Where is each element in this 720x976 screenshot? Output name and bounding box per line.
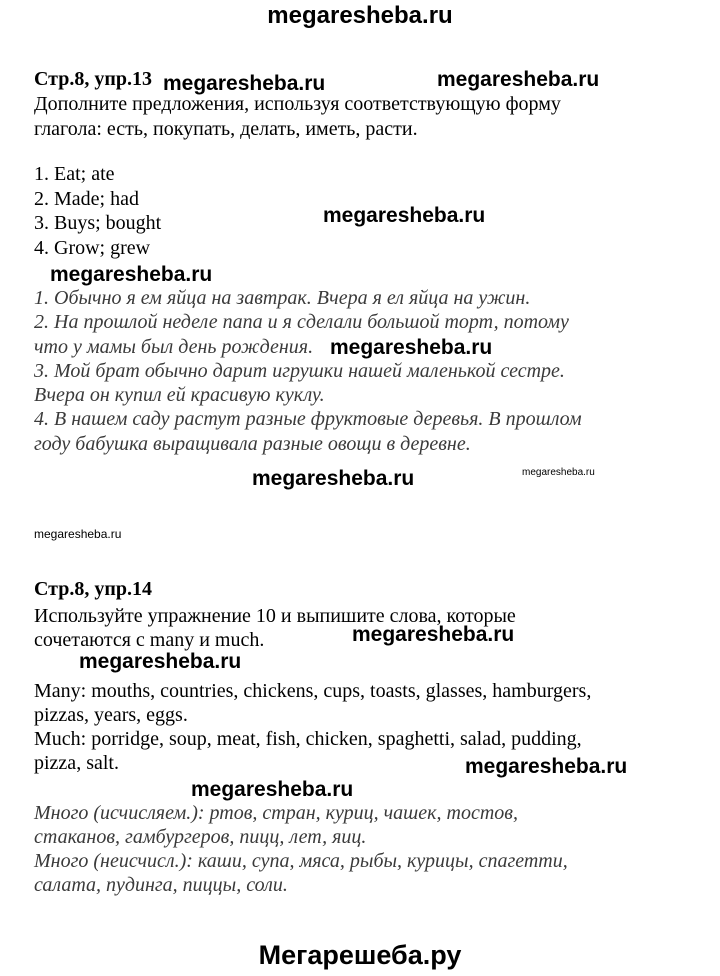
- ex13-answers: [34, 162, 161, 260]
- watermark: megaresheba.ru: [352, 623, 515, 646]
- watermark: megaresheba.ru: [34, 527, 122, 541]
- ex14-instruction-line-1: Используйте упражнение 10 и выпишите слова, которые: [34, 605, 516, 627]
- ex13-translation-line: году бабушка выращивала разные овощи в деревне.: [34, 432, 471, 455]
- ex14-translation-line: Много (неисчисл.): каши, супа, мяса, рыбы, курицы, спагетти,: [34, 850, 568, 872]
- watermark: megaresheba.ru: [191, 778, 354, 801]
- ex14-answer-line: pizzas, years, eggs.: [34, 704, 188, 726]
- ex14-translation-line: салата, пудинга, пиццы, соли.: [34, 874, 288, 896]
- ex14-translation-line: Много (исчисляем.): ртов, стран, куриц, чашек, тостов,: [34, 802, 518, 824]
- ex13-answer: 4. Grow; grew: [34, 236, 151, 259]
- watermark: megaresheba.ru: [252, 467, 415, 490]
- ex13-translation-line: 1. Обычно я ем яйца на завтрак. Вчера я ел яйца на ужин.: [34, 287, 531, 309]
- ex13-instruction-line-1: Дополните предложения, используя соответствующую форму: [34, 93, 561, 115]
- ex13-translation-line: что у мамы был день рождения.: [34, 335, 314, 358]
- watermark: megaresheba.ru: [465, 755, 628, 778]
- watermark: megaresheba.ru: [50, 263, 213, 286]
- watermark: megaresheba.ru: [522, 467, 595, 478]
- ex13-instruction-line-2: глагола: есть, покупать, делать, иметь, расти.: [34, 118, 418, 140]
- ex13-answer: 1. Eat; ate: [34, 163, 115, 185]
- watermark: megaresheba.ru: [437, 68, 600, 91]
- ex14-heading: Стр.8, упр.14: [34, 578, 153, 600]
- ex13-translation-line: 4. В нашем саду растут разные фруктовые деревья. В прошлом: [34, 408, 582, 431]
- ex13-answer: 3. Buys; bought: [34, 212, 162, 234]
- watermark: megaresheba.ru: [163, 72, 326, 95]
- ex14-translation-line: стаканов, гамбургеров, пицц, лет, яиц.: [34, 826, 367, 848]
- ex13-heading: Стр.8, упр.13: [34, 68, 153, 90]
- ex14-answer-line: Much: porridge, soup, meat, fish, chicken, spaghetti, salad, pudding,: [34, 728, 582, 750]
- ex13-translation-line: Вчера он купил ей красивую куклу.: [34, 384, 325, 407]
- ex13-translation-line: 2. На прошлой неделе папа и я сделали большой торт, потому: [34, 311, 569, 334]
- watermark: megaresheba.ru: [323, 204, 486, 227]
- watermark: megaresheba.ru: [79, 650, 242, 673]
- site-footer: Мегарешеба.ру: [258, 940, 462, 970]
- watermark: megaresheba.ru: [330, 336, 493, 359]
- ex13-translation-line: 3. Мой брат обычно дарит игрушки нашей маленькой сестре.: [34, 359, 565, 382]
- ex14-answer-line: Many: mouths, countries, chickens, cups, toasts, glasses, hamburgers,: [34, 680, 592, 702]
- ex14-answer-line: pizza, salt.: [34, 752, 119, 774]
- ex13-translation: [34, 286, 582, 456]
- ex14-translation: [34, 801, 568, 897]
- ex14-instruction-line-2: сочетаются с many и much.: [34, 629, 265, 651]
- site-header: megaresheba.ru: [267, 2, 453, 29]
- ex13-answer: 2. Made; had: [34, 187, 139, 210]
